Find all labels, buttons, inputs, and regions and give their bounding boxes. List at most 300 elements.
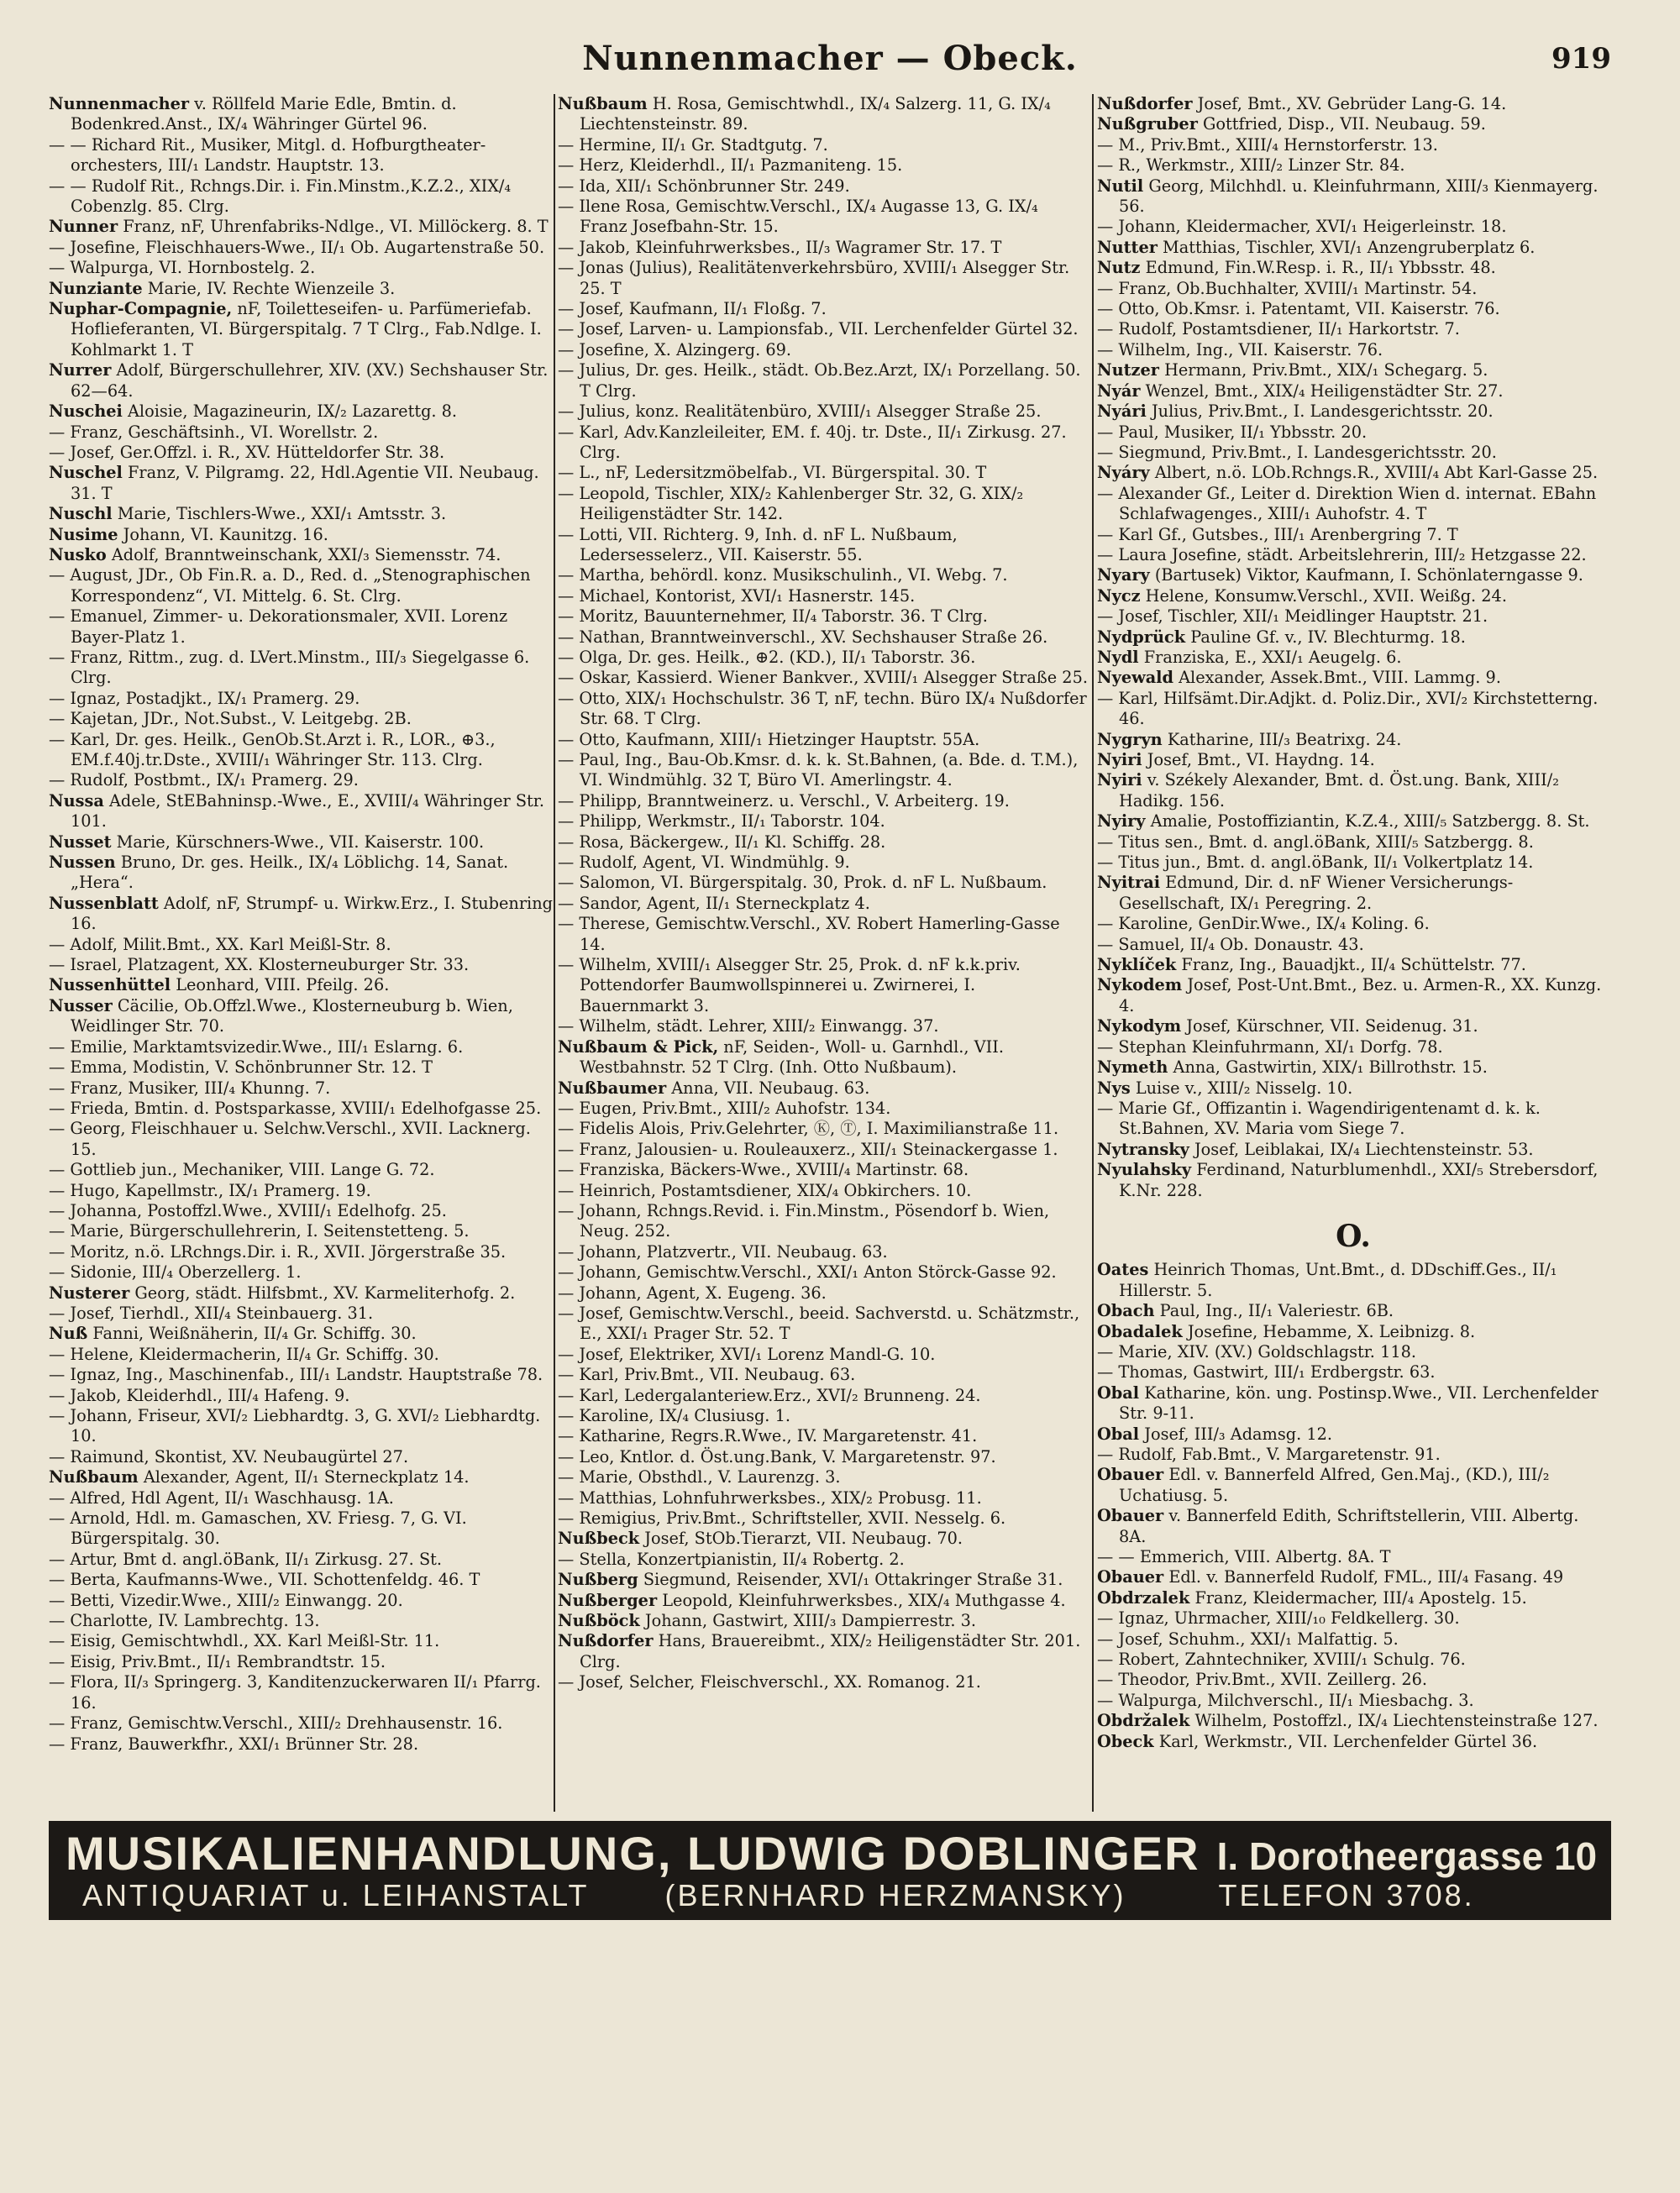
- directory-entry: [558, 627, 1089, 648]
- directory-entry: [1097, 1301, 1609, 1321]
- directory-entry: [1097, 1567, 1609, 1587]
- column-divider: [554, 94, 555, 1812]
- ad-phone: TELEFON 3708.: [1218, 1878, 1475, 1912]
- entry-surname: Nyiri: [1097, 770, 1142, 790]
- entry-details: — Karl, Dr. ges. Heilk., GenOb.St.Arzt i. R., LOR., ⊕3., EM.f.40j.tr.Dste., XVIII/₁ Währinger Str. 113. Clrg.: [49, 729, 496, 769]
- directory-entry: [1097, 1160, 1609, 1201]
- directory-entry: [49, 463, 553, 504]
- directory-entry: [558, 1078, 1089, 1099]
- entry-surname: Obauer: [1097, 1465, 1164, 1485]
- directory-entry: [1097, 1608, 1609, 1629]
- entry-details: — Josef, Ger.Offzl. i. R., XV. Hütteldorfer Str. 38.: [49, 442, 445, 462]
- directory-entry: [558, 873, 1089, 893]
- directory-entry: [49, 1283, 553, 1304]
- entry-surname: Nutz: [1097, 258, 1141, 278]
- entry-details: v. Röllfeld Marie Edle, Bmtin. d. Bodenkred.Anst., IX/₄ Währinger Gürtel 96.: [71, 94, 457, 134]
- directory-entry: [49, 935, 553, 955]
- entry-details: — Frieda, Bmtin. d. Postsparkasse, XVIII/₁ Edelhofgasse 25.: [49, 1098, 542, 1118]
- directory-entry: [558, 1672, 1089, 1692]
- entry-details: — Paul, Ing., Bau-Ob.Kmsr. d. k. k. St.Bahnen, (a. Bde. d. T.M.), VI. Windmühlg. 32 T, Büro VI. Amerlingstr. 4.: [558, 750, 1079, 790]
- entry-surname: Nußbaumer: [558, 1078, 667, 1098]
- directory-entry: [49, 606, 553, 648]
- directory-entry: [558, 1181, 1089, 1201]
- entry-details: — Ignaz, Postadjkt., IX/₁ Pramerg. 29.: [49, 688, 360, 708]
- directory-entry: [1097, 1057, 1609, 1078]
- entry-details: Edl. v. Bannerfeld Rudolf, FML., III/₄ Fasang. 49: [1163, 1567, 1564, 1587]
- entry-surname: Nymeth: [1097, 1057, 1168, 1078]
- directory-entry: [1097, 1140, 1609, 1160]
- entry-details: Matthias, Tischler, XVI/₁ Anzengruberplatz 6.: [1157, 237, 1536, 257]
- entry-details: Josef, Leiblakai, IX/₄ Liechtensteinstr. 53.: [1189, 1139, 1534, 1159]
- entry-details: — — Richard Rit., Musiker, Mitgl. d. Hofburgtheater-orchesters, III/₁ Landstr. Hauptstr. 13.: [49, 134, 486, 176]
- entry-surname: Oates: [1097, 1260, 1149, 1280]
- entry-details: Ferdinand, Naturblumenhdl., XXI/₅ Strebersdorf, K.Nr. 228.: [1119, 1160, 1599, 1200]
- directory-entry: [1097, 689, 1609, 730]
- entry-details: — Rosa, Bäckergew., II/₁ Kl. Schiffg. 28.: [558, 832, 886, 852]
- directory-entry: [49, 1611, 553, 1631]
- directory-entry: [558, 360, 1089, 401]
- directory-entry: [49, 1672, 553, 1713]
- entry-surname: Nusime: [49, 524, 118, 544]
- entry-details: — Marie, Bürgerschullehrerin, I. Seitenstetteng. 5.: [49, 1221, 470, 1241]
- entry-details: — Johann, Gemischtw.Verschl., XXI/₁ Anton Störck-Gasse 92.: [558, 1262, 1057, 1283]
- entry-details: — Jakob, Kleiderhdl., III/₄ Hafeng. 9.: [49, 1385, 350, 1405]
- directory-entry: [49, 1304, 553, 1324]
- directory-entry: [558, 791, 1089, 811]
- directory-entry: [558, 586, 1089, 606]
- directory-entry: [49, 894, 553, 935]
- directory-entry: [1097, 1629, 1609, 1650]
- directory-entry: [49, 648, 553, 689]
- directory-entry: [1097, 1588, 1609, 1608]
- entry-details: Bruno, Dr. ges. Heilk., IX/₄ Löblichg. 14, Sanat. „Hera“.: [71, 853, 509, 893]
- directory-entry: [1097, 975, 1609, 1016]
- directory-entry: [558, 750, 1089, 791]
- entry-details: — Ignaz, Ing., Maschinenfab., III/₁ Landstr. Hauptstraße 78.: [49, 1365, 543, 1385]
- directory-entry: [49, 1037, 553, 1057]
- directory-entry: [49, 1119, 553, 1160]
- entry-details: — Israel, Platzagent, XX. Klosterneuburger Str. 33.: [49, 955, 470, 975]
- entry-details: — Josef, Schuhm., XXI/₁ Malfattig. 5.: [1097, 1629, 1399, 1649]
- ad-services: ANTIQUARIAT u. LEIHANSTALT: [82, 1878, 590, 1912]
- entry-details: — Therese, Gemischtw.Verschl., XV. Robert Hamerling-Gasse 14.: [558, 914, 1060, 954]
- entry-details: — Josef, Kaufmann, II/₁ Floßg. 7.: [558, 299, 827, 319]
- entry-details: — Philipp, Werkmstr., II/₁ Taborstr. 104.: [558, 811, 885, 832]
- entry-details: — Karl, Hilfsämt.Dir.Adjkt. d. Poliz.Dir., XVI/₂ Kirchstetterng. 46.: [1097, 688, 1599, 729]
- entry-details: Alexander, Assek.Bmt., VIII. Lammg. 9.: [1173, 668, 1501, 688]
- directory-entry: [1097, 873, 1609, 914]
- section-heading: O.: [1336, 1218, 1371, 1254]
- entry-details: — Theodor, Priv.Bmt., XVII. Zeillerg. 26.: [1097, 1670, 1428, 1690]
- entry-details: Hermann, Priv.Bmt., XIX/₁ Schegarg. 5.: [1158, 360, 1488, 380]
- directory-entry: [49, 176, 553, 218]
- directory-entry: [558, 668, 1089, 688]
- entry-details: — Robert, Zahntechniker, XVIII/₁ Schulg. 76.: [1097, 1650, 1466, 1670]
- directory-entry: [49, 730, 553, 771]
- entry-surname: Nyiri: [1097, 750, 1142, 769]
- entry-details: — Matthias, Lohnfuhrwerksbes., XIX/₂ Probusg. 11.: [558, 1487, 982, 1508]
- entry-surname: Nussenblatt: [49, 893, 159, 913]
- entry-details: — Karl, Ledergalanteriew.Erz., XVI/₂ Brunneng. 24.: [558, 1385, 981, 1405]
- entry-details: — Alfred, Hdl Agent, II/₁ Waschhausg. 1A.: [49, 1487, 394, 1508]
- entry-details: — Wilhelm, städt. Lehrer, XIII/₂ Einwangg. 37.: [558, 1016, 939, 1036]
- entry-details: Edl. v. Bannerfeld Alfred, Gen.Maj., (KD.), III/₂ Uchatiusg. 5.: [1119, 1465, 1550, 1505]
- entry-details: — Franz, Rittm., zug. d. LVert.Minstm., III/₃ Siegelgasse 6. Clrg.: [49, 647, 530, 688]
- directory-entry: [49, 238, 553, 258]
- entry-details: — Sandor, Agent, II/₁ Sterneckplatz 4.: [558, 893, 870, 913]
- directory-entry: [49, 853, 553, 894]
- entry-details: — Eisig, Priv.Bmt., II/₁ Rembrandtstr. 15.: [49, 1651, 386, 1671]
- entry-details: — Josef, Larven- u. Lampionsfab., VII. Lerchenfelder Gürtel 32.: [558, 319, 1079, 339]
- entry-details: — Arnold, Hdl. m. Gamaschen, XV. Friesg. 7, G. VI. Bürgerspitalg. 30.: [49, 1508, 467, 1549]
- entry-details: — Otto, Kaufmann, XIII/₁ Hietzinger Hauptstr. 55A.: [558, 729, 980, 749]
- entry-details: — R., Werkmstr., XIII/₂ Linzer Str. 84.: [1097, 155, 1405, 176]
- entry-surname: Nusset: [49, 832, 112, 852]
- entry-surname: Nuß: [49, 1324, 88, 1344]
- directory-entry: [558, 1488, 1089, 1508]
- entry-surname: Nunziante: [49, 278, 143, 298]
- entry-details: — Rudolf, Fab.Bmt., V. Margaretenstr. 91.: [1097, 1445, 1441, 1464]
- entry-surname: Nutil: [1097, 176, 1144, 196]
- directory-entry: [1097, 1445, 1609, 1465]
- entry-details: — Franziska, Bäckers-Wwe., XVIII/₄ Martinstr. 68.: [558, 1160, 969, 1180]
- entry-surname: Nußberg: [558, 1570, 638, 1590]
- entry-surname: Nutter: [1097, 237, 1158, 257]
- directory-entry: [49, 1386, 553, 1406]
- directory-entry: [1097, 114, 1609, 134]
- directory-entry: [49, 1467, 553, 1487]
- directory-entry: [558, 1529, 1089, 1549]
- directory-entry: [1097, 1099, 1609, 1140]
- directory-entry: [49, 217, 553, 237]
- directory-entry: [1097, 1260, 1609, 1301]
- entry-details: Albert, n.ö. LOb.Rchngs.R., XVIII/₄ Abt Karl-Gasse 25.: [1149, 463, 1599, 483]
- directory-column-1: [49, 94, 553, 1816]
- directory-entry: [1097, 1362, 1609, 1382]
- entry-surname: Nussenhüttel: [49, 975, 171, 995]
- directory-entry: [49, 1160, 553, 1180]
- directory-entry: [558, 1160, 1089, 1180]
- entry-details: — Josef, Tischler, XII/₁ Meidlinger Hauptstr. 21.: [1097, 606, 1488, 627]
- entry-surname: Nusko: [49, 544, 107, 564]
- directory-entry: [558, 1467, 1089, 1487]
- entry-details: Franz, Ing., Bauadjkt., II/₄ Schüttelstr. 77.: [1176, 955, 1526, 975]
- directory-entry: [49, 1057, 553, 1078]
- directory-entry: [1097, 176, 1609, 218]
- entry-details: Leopold, Kleinfuhrwerksbes., XIX/₄ Muthgasse 4.: [657, 1590, 1066, 1610]
- entry-surname: Nuphar-Compagnie,: [49, 299, 233, 319]
- directory-entry: [558, 1262, 1089, 1283]
- entry-details: — Johanna, Postoffzl.Wwe., XVIII/₁ Edelhofg. 25.: [49, 1200, 447, 1220]
- entry-details: Josef, Post-Unt.Bmt., Bez. u. Armen-R., XX. Kunzg. 4.: [1119, 975, 1602, 1015]
- entry-details: nF, Seiden-, Woll- u. Garnhdl., VII. Westbahnstr. 52 T Clrg. (Inh. Otto Nußbaum).: [580, 1036, 1004, 1078]
- entry-details: — Johann, Rchngs.Revid. i. Fin.Minstm., Pösendorf b. Wien, Neug. 252.: [558, 1200, 1050, 1241]
- directory-entry: [558, 894, 1089, 914]
- entry-details: — Karl, Adv.Kanzleileiter, EM. f. 40j. tr. Dste., II/₁ Zirkusg. 27. Clrg.: [558, 422, 1067, 462]
- entry-details: — Charlotte, IV. Lambrechtg. 13.: [49, 1611, 320, 1631]
- entry-details: — Karl Gf., Gutsbes., III/₁ Arenbergring 7. T: [1097, 524, 1458, 544]
- directory-entry: [558, 1283, 1089, 1304]
- entry-surname: Nußbaum & Pick,: [558, 1036, 719, 1057]
- entry-details: — Berta, Kaufmanns-Wwe., VII. Schottenfeldg. 46. T: [49, 1570, 480, 1590]
- entry-details: — Leopold, Tischler, XIX/₂ Kahlenberger Str. 32, G. XIX/₂ Heiligenstädter Str. 142.: [558, 483, 1024, 524]
- directory-entry: [1097, 1016, 1609, 1036]
- directory-entry: [49, 832, 553, 853]
- entry-details: — Flora, II/₃ Springerg. 3, Kanditenzuckerwaren II/₁ Pfarrg. 16.: [49, 1672, 541, 1713]
- entry-details: — Karoline, IX/₄ Clusiusg. 1.: [558, 1406, 790, 1425]
- directory-entry: [558, 1304, 1089, 1345]
- directory-entry: [1097, 401, 1609, 422]
- directory-entry: [1097, 279, 1609, 299]
- directory-entry: [558, 1570, 1089, 1590]
- entry-details: — Wilhelm, Ing., VII. Kaiserstr. 76.: [1097, 339, 1383, 359]
- directory-entry: [49, 975, 553, 995]
- directory-entry: [49, 770, 553, 790]
- directory-entry: [558, 197, 1089, 238]
- entry-details: — Emilie, Marktamtsvizedir.Wwe., III/₁ Eslarng. 6.: [49, 1036, 464, 1057]
- page-number: 919: [1551, 42, 1611, 76]
- directory-entry: [49, 1201, 553, 1221]
- directory-entry: [1097, 1342, 1609, 1362]
- directory-entry: [558, 648, 1089, 668]
- entry-details: Marie, Kürschners-Wwe., VII. Kaiserstr. 100.: [111, 832, 485, 852]
- entry-details: — Karl, Priv.Bmt., VII. Neubaug. 63.: [558, 1365, 856, 1385]
- entry-details: Pauline Gf. v., IV. Blechturmg. 18.: [1185, 627, 1466, 647]
- entry-details: — Moritz, Bauunternehmer, II/₄ Taborstr. 36. T Clrg.: [558, 606, 988, 627]
- directory-entry: [49, 709, 553, 729]
- directory-entry: [1097, 1650, 1609, 1670]
- entry-details: — Stella, Konzertpianistin, II/₄ Robertg. 2.: [558, 1549, 905, 1569]
- entry-details: — Sidonie, III/₄ Oberzellerg. 1.: [49, 1262, 302, 1283]
- entry-details: — Remigius, Priv.Bmt., Schriftsteller, XVII. Nesselg. 6.: [558, 1508, 1006, 1529]
- directory-entry: [558, 1426, 1089, 1446]
- directory-entry: [1097, 545, 1609, 565]
- directory-entry: [558, 1406, 1089, 1426]
- directory-entry: [49, 1508, 553, 1550]
- entry-details: Adolf, nF, Strumpf- u. Wirkw.Erz., I. Stubenring 16.: [71, 893, 553, 934]
- entry-details: v. Székely Alexander, Bmt. d. Öst.ung. Bank, XIII/₂ Hadikg. 156.: [1119, 770, 1559, 811]
- entry-details: Adele, StEBahninsp.-Wwe., E., XVIII/₄ Währinger Str. 101.: [71, 790, 545, 832]
- entry-details: — Eisig, Gemischtwhdl., XX. Karl Meißl-Str. 11.: [49, 1631, 440, 1651]
- directory-entry: [49, 996, 553, 1037]
- directory-entry: [1097, 238, 1609, 258]
- entry-details: Franz, Kleidermacher, III/₄ Apostelg. 15.: [1189, 1587, 1527, 1608]
- directory-entry: [49, 360, 553, 401]
- entry-details: — Alexander Gf., Leiter d. Direktion Wien d. internat. EBahn Schlafwagenges., XIII/₁ Auhofstr. 4. T: [1097, 483, 1597, 524]
- entry-surname: Nys: [1097, 1078, 1131, 1098]
- directory-entry: [49, 1078, 553, 1099]
- directory-entry: [558, 955, 1089, 1016]
- directory-entry: [1097, 1424, 1609, 1445]
- directory-entry: [558, 689, 1089, 730]
- directory-entry: [558, 484, 1089, 525]
- entry-details: Josef, Kürschner, VII. Seidenug. 31.: [1181, 1016, 1478, 1036]
- entry-surname: Nyiry: [1097, 811, 1146, 832]
- directory-entry: [49, 1099, 553, 1119]
- entry-details: Amalie, Postoffiziantin, K.Z.4., XIII/₅ Satzbergg. 8. St.: [1145, 811, 1590, 832]
- directory-entry: [558, 1631, 1089, 1672]
- directory-entry: [1097, 360, 1609, 380]
- entry-details: — Ignaz, Uhrmacher, XIII/₁₀ Feldkellerg. 30.: [1097, 1608, 1460, 1629]
- entry-surname: Nuschel: [49, 463, 123, 483]
- entry-details: — Johann, Agent, X. Eugeng. 36.: [558, 1283, 827, 1303]
- directory-entry: [1097, 811, 1609, 832]
- directory-entry: [49, 443, 553, 463]
- entry-details: — Titus jun., Bmt. d. angl.öBank, II/₁ Volkertplatz 14.: [1097, 853, 1534, 873]
- directory-entry: [558, 1140, 1089, 1160]
- directory-entry: [1097, 565, 1609, 585]
- entry-details: — Emanuel, Zimmer- u. Dekorationsmaler, XVII. Lorenz Bayer-Platz 1.: [49, 606, 508, 647]
- directory-entry: [1097, 853, 1609, 873]
- entry-details: — Laura Josefine, städt. Arbeitslehrerin, III/₂ Hetzgasse 22.: [1097, 544, 1587, 564]
- entry-details: — L., nF, Ledersitzmöbelfab., VI. Bürgerspital. 30. T: [558, 463, 987, 483]
- ad-company: MUSIKALIENHANDLUNG, LUDWIG DOBLINGER: [66, 1827, 1200, 1880]
- entry-surname: Nurrer: [49, 360, 112, 380]
- entry-details: — — Rudolf Rit., Rchngs.Dir. i. Fin.Minstm.,K.Z.2., XIX/₄ Cobenzlg. 85. Clrg.: [49, 176, 512, 217]
- entry-surname: Nykodym: [1097, 1016, 1182, 1036]
- entry-surname: Nunnenmacher: [49, 94, 190, 113]
- directory-entry: [49, 299, 553, 360]
- entry-details: — Katharine, Regrs.R.Wwe., IV. Margaretenstr. 41.: [558, 1426, 978, 1446]
- directory-entry: [558, 811, 1089, 832]
- entry-details: — Eugen, Priv.Bmt., XIII/₂ Auhofstr. 134.: [558, 1098, 891, 1118]
- entry-details: v. Bannerfeld Edith, Schriftstellerin, VIII. Albertg. 8A.: [1119, 1506, 1579, 1546]
- entry-surname: Nyklíček: [1097, 955, 1177, 975]
- directory-entry: [49, 279, 553, 299]
- directory-entry: [1097, 258, 1609, 278]
- entry-details: — Lotti, VII. Richterg. 9, Inh. d. nF L. Nußbaum, Ledersesselerz., VII. Kaiserstr. 55.: [558, 524, 958, 564]
- entry-details: Josef, StOb.Tierarzt, VII. Neubaug. 70.: [639, 1529, 963, 1549]
- directory-entry: [558, 1508, 1089, 1529]
- entry-details: Adolf, Bürgerschullehrer, XIV. (XV.) Sechshauser Str. 62—64.: [71, 360, 549, 401]
- entry-details: — — Emmerich, VIII. Albertg. 8A. T: [1097, 1547, 1391, 1567]
- entry-details: — Herz, Kleiderhdl., II/₁ Pazmaniteng. 15.: [558, 155, 903, 176]
- directory-entry: [558, 1447, 1089, 1467]
- directory-entry: [1097, 319, 1609, 339]
- entry-details: — Oskar, Kassierd. Wiener Bankver., XVIII/₁ Alsegger Straße 25.: [558, 668, 1088, 688]
- entry-details: — Josef, Tierhdl., XII/₄ Steinbauerg. 31.: [49, 1303, 374, 1323]
- directory-entry: [49, 955, 553, 975]
- entry-details: Aloisie, Magazineurin, IX/₂ Lazarettg. 8.: [122, 401, 458, 422]
- entry-details: — Martha, behördl. konz. Musikschulinh., VI. Webg. 7.: [558, 565, 1008, 585]
- entry-surname: Obauer: [1097, 1506, 1164, 1526]
- entry-details: — Siegmund, Priv.Bmt., I. Landesgerichtsstr. 20.: [1097, 442, 1497, 462]
- entry-surname: Nußbeck: [558, 1529, 640, 1549]
- entry-details: — Michael, Kontorist, XVI/₁ Hasnerstr. 145.: [558, 585, 916, 606]
- entry-details: — Jonas (Julius), Realitätenverkehrsbüro, XVIII/₁ Alsegger Str. 25. T: [558, 258, 1070, 298]
- directory-entry: [1097, 299, 1609, 319]
- entry-details: — Franz, Bauwerkfhr., XXI/₁ Brünner Str. 28.: [49, 1734, 419, 1754]
- entry-details: Adolf, Branntweinschank, XXI/₃ Siemensstr. 74.: [106, 544, 501, 564]
- directory-entry: [1097, 1037, 1609, 1057]
- directory-entry: [1097, 1506, 1609, 1547]
- entry-details: — Rudolf, Postamtsdiener, II/₁ Harkortstr. 7.: [1097, 319, 1460, 339]
- directory-entry: [1097, 1670, 1609, 1690]
- entry-details: — Olga, Dr. ges. Heilk., ⊕2. (KD.), II/₁ Taborstr. 36.: [558, 647, 976, 667]
- entry-details: — Franz, Jalousien- u. Rouleauxerz., XII/₁ Steinackergasse 1.: [558, 1139, 1058, 1159]
- directory-entry: [49, 258, 553, 278]
- entry-details: — Franz, Geschäftsinh., VI. Worellstr. 2.: [49, 422, 379, 442]
- entry-surname: Nyary: [1097, 565, 1150, 585]
- entry-details: Siegmund, Reisender, XVI/₁ Ottakringer Straße 31.: [638, 1570, 1063, 1590]
- entry-surname: Obauer: [1097, 1567, 1164, 1587]
- entry-details: — Rudolf, Agent, VI. Windmühlg. 9.: [558, 853, 850, 873]
- entry-details: — Ida, XII/₁ Schönbrunner Str. 249.: [558, 176, 850, 196]
- entry-details: — Moritz, n.ö. LRchngs.Dir. i. R., XVII. Jörgerstraße 35.: [49, 1241, 507, 1262]
- entry-surname: Nydl: [1097, 647, 1139, 667]
- entry-details: Franz, nF, Uhrenfabriks-Ndlge., VI. Millöckerg. 8. T: [118, 217, 549, 237]
- entry-details: — Ilene Rosa, Gemischtw.Verschl., IX/₄ Augasse 13, G. IX/₄ Franz Josefbahn-Str. 15.: [558, 197, 1038, 237]
- directory-entry: [1097, 586, 1609, 606]
- entry-details: Hans, Brauereibmt., XIX/₂ Heiligenstädter Str. 201. Clrg.: [580, 1631, 1081, 1671]
- directory-entry: [558, 1201, 1089, 1242]
- entry-details: — Nathan, Branntweinverschl., XV. Sechshauser Straße 26.: [558, 627, 1048, 647]
- directory-entry: [49, 1447, 553, 1467]
- directory-entry: [1097, 1465, 1609, 1506]
- entry-surname: Nyulahsky: [1097, 1160, 1192, 1180]
- entry-details: Marie, IV. Rechte Wienzeile 3.: [142, 278, 396, 298]
- entry-details: Georg, städt. Hilfsbmt., XV. Karmeliterhofg. 2.: [129, 1283, 516, 1303]
- entry-details: — Walpurga, VI. Hornbostelg. 2.: [49, 258, 316, 278]
- entry-details: Gottfried, Disp., VII. Neubaug. 59.: [1197, 114, 1486, 134]
- directory-entry: [1097, 770, 1609, 811]
- entry-details: Luise v., XIII/₂ Nisselg. 10.: [1130, 1078, 1353, 1098]
- entry-surname: Obadalek: [1097, 1321, 1183, 1341]
- entry-details: — Wilhelm, XVIII/₁ Alsegger Str. 25, Prok. d. nF k.k.priv. Pottendorfer Baumwollspinnerei u. Zwirnerei, I. Bauernmarkt 3.: [558, 955, 1021, 1015]
- directory-entry: [558, 525, 1089, 566]
- entry-details: — Franz, Gemischtw.Verschl., XIII/₂ Drehhausenstr. 16.: [49, 1713, 503, 1734]
- entry-surname: Nyewald: [1097, 668, 1173, 688]
- directory-entry: [49, 1242, 553, 1262]
- directory-entry: [49, 422, 553, 443]
- directory-entry: [1097, 381, 1609, 401]
- directory-entry: [558, 1016, 1089, 1036]
- entry-surname: Nyár: [1097, 380, 1141, 401]
- directory-entry: [49, 1365, 553, 1385]
- directory-entry: [558, 340, 1089, 360]
- directory-entry: [1097, 135, 1609, 155]
- entry-details: — Marie, XIV. (XV.) Goldschlagstr. 118.: [1097, 1341, 1417, 1361]
- entry-details: — Artur, Bmt d. angl.öBank, II/₁ Zirkusg. 27. St.: [49, 1549, 443, 1569]
- directory-entry: [1097, 627, 1609, 648]
- directory-entry: [558, 299, 1089, 319]
- entry-details: — Raimund, Skontist, XV. Neubaugürtel 27.: [49, 1446, 409, 1466]
- entry-details: Franziska, E., XXI/₁ Aeugelg. 6.: [1138, 647, 1402, 667]
- entry-details: — Otto, Ob.Kmsr. i. Patentamt, VII. Kaiserstr. 76.: [1097, 299, 1500, 319]
- entry-surname: Nyári: [1097, 401, 1147, 422]
- directory-entry: [558, 319, 1089, 339]
- entry-details: Josef, Bmt., XV. Gebrüder Lang-G. 14.: [1192, 94, 1507, 113]
- directory-entry: [49, 791, 553, 832]
- entry-details: — Johann, Kleidermacher, XVI/₁ Heigerleinstr. 18.: [1097, 217, 1507, 237]
- entry-surname: Nunner: [49, 217, 118, 237]
- entry-details: Johann, Gastwirt, XIII/₃ Dampierrestr. 3.: [639, 1611, 976, 1631]
- entry-details: — Josef, Gemischtw.Verschl., beeid. Sachverstd. u. Schätzmstr., E., XXI/₁ Prager Str. 52. T: [558, 1303, 1080, 1344]
- entry-details: Josefine, Hebamme, X. Leibnizg. 8.: [1182, 1321, 1476, 1341]
- directory-entry: [1097, 1322, 1609, 1342]
- directory-entry: [558, 401, 1089, 422]
- directory-column-3: [1097, 94, 1609, 1816]
- entry-details: — Kajetan, JDr., Not.Subst., V. Leitgebg. 2B.: [49, 709, 412, 729]
- entry-details: Franz, V. Pilgramg. 22, Hdl.Agentie VII. Neubaug. 31. T: [71, 463, 539, 503]
- entry-details: Wilhelm, Postoffzl., IX/₄ Liechtensteinstraße 127.: [1189, 1711, 1599, 1731]
- entry-details: — Karoline, GenDir.Wwe., IX/₄ Koling. 6.: [1097, 914, 1430, 934]
- directory-entry: [558, 914, 1089, 955]
- directory-entry: [558, 1119, 1089, 1139]
- directory-entry: [1097, 525, 1609, 545]
- entry-details: — Franz, Musiker, III/₄ Khunng. 7.: [49, 1078, 331, 1098]
- directory-entry: [1097, 750, 1609, 770]
